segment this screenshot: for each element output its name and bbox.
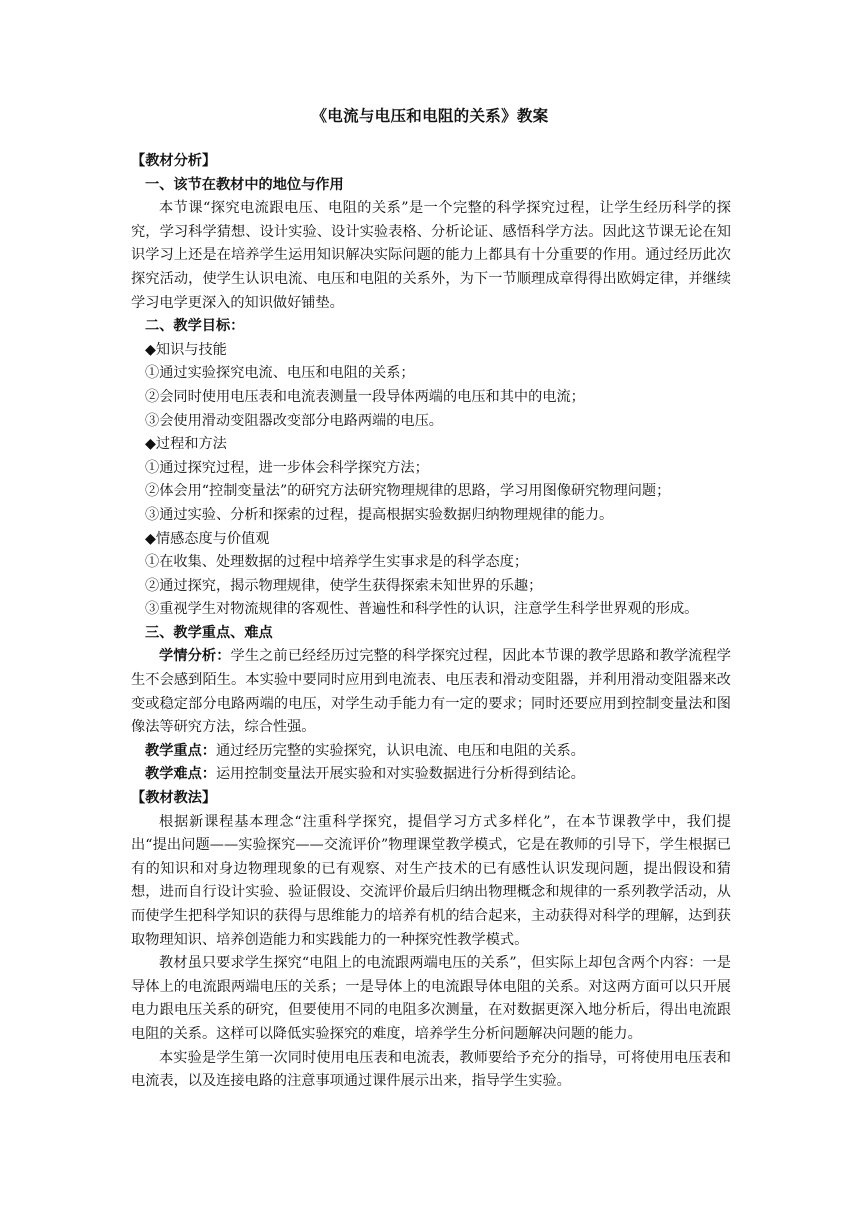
subheading-position-role: 一、该节在教材中的地位与作用 — [145, 176, 344, 193]
subheading-key-difficult: 三、教学重点、难点 — [145, 624, 273, 641]
goal-process-item: ②体会用“控制变量法”的研究方法研究物理规律的思路，学习用图像研究物理问题； — [145, 483, 671, 500]
difficulty-text: 运用控制变量法开展实验和对实验数据进行分析得到结论。 — [215, 766, 585, 783]
paragraph-method: 教材虽只要求学生探究“电阻上的电流跟两端电压的关系”，但实际上却包含两个内容：一是导体上的电流跟两端电压的关系；一是导体上的电流跟导体电阻的关系。对这两方面可以只开展电力跟电压关系的研究，但要使用不同的电阻多次测量，在对数据更深入地分析后，得出电流跟电阻的关系。这样可以降低实验探究的难度，培养学生分析问题解决问题的能力。 — [131, 955, 731, 1042]
goal-emotion-item: ③重视学生对物流规律的客观性、普遍性和科学性的认识，注意学生科学世界观的形成。 — [145, 601, 699, 618]
paragraph-key-point — [131, 740, 731, 764]
subheading-teaching-goals: 二、教学目标： — [145, 318, 245, 335]
situation-label: 学情分析： — [159, 648, 231, 665]
paragraph-position-role: 本节课“探究电流跟电压、电阻的关系”是一个完整的科学探究过程，让学生经历科学的探究，学习科学猜想、设计实验、设计实验表格、分析论证、感悟科学方法。因此这节课无论在知识学习上还是在培养学生运用知识解决实际问题的能力上都具有十分重要的作用。通过经历此次探究活动，使学生认识电流、电压和电阻的关系外，为下一节顺理成章得得出欧姆定律，并继续学习电学更深入的知识做好铺垫。 — [131, 200, 731, 311]
goal-knowledge-item: ①通过实验探究电流、电压和电阻的关系； — [145, 365, 415, 382]
section-heading-method: 【教材教法】 — [131, 790, 217, 807]
goal-knowledge-item: ②会同时使用电压表和电流表测量一段导体两端的电压和其中的电流； — [145, 388, 585, 405]
paragraph-difficulty — [131, 763, 731, 787]
goal-knowledge-item: ③会使用滑动变阻器改变部分电路两端的电压。 — [145, 412, 443, 429]
goal-process-heading: ◆过程和方法 — [145, 436, 227, 453]
key-point-label: 教学重点： — [145, 742, 216, 759]
key-point-text: 通过经历完整的实验探究，认识电流、电压和电阻的关系。 — [215, 742, 585, 759]
goal-emotion-item: ②通过探究，揭示物理规律，使学生获得探索未知世界的乐趣； — [145, 577, 543, 594]
document-body — [131, 150, 731, 1094]
difficulty-label: 教学难点： — [145, 766, 216, 783]
goal-knowledge-heading: ◆知识与技能 — [145, 341, 227, 358]
situation-text: 学生之前已经经历过完整的科学探究过程，因此本节课的教学思路和教学流程学生不会感到陌生。本实验中要同时应用到电流表、电压表和滑动变阻器，并利用滑动变阻器来改变或稳定部分电路两端的电压，对学生动手能力有一定的要求；同时还要应用到控制变量法和图像法等研究方法，综合性强。 — [131, 648, 731, 736]
goal-process-item: ①通过探究过程，进一步体会科学探究方法； — [145, 459, 429, 476]
paragraph-method: 根据新课程基本理念“注重科学探究，提倡学习方式多样化”，在本节课教学中，我们提出“提出问题——实验探究——交流评价”物理课堂教学模式，它是在教师的引导下，学生根据已有的知识和对身边物理现象的已有观察、对生产技术的已有感性认识发现问题，提出假设和猜想，进而自行设计实验、验证假设、交流评价最后归纳出物理概念和规律的一系列教学活动，从而使学生把科学知识的获得与思维能力的培养有机的结合起来，主动获得对科学的理解，达到获取物理知识、培养创造能力和实践能力的一种探究性教学模式。 — [131, 813, 731, 948]
paragraph-situation — [131, 645, 731, 739]
paragraph-method: 本实验是学生第一次同时使用电压表和电流表，教师要给予充分的指导，可将使用电压表和电流表，以及连接电路的注意事项通过课件展示出来，指导学生实验。 — [131, 1049, 731, 1090]
section-heading-analysis: 【教材分析】 — [131, 153, 217, 169]
goal-emotion-heading: ◆情感态度与价值观 — [145, 530, 270, 547]
goal-process-item: ③通过实验、分析和探索的过程，提高根据实验数据归纳物理规律的能力。 — [145, 506, 614, 523]
document-title: 《电流与电压和电阻的关系》教案 — [311, 106, 549, 125]
goal-emotion-item: ①在收集、处理数据的过程中培养学生实事求是的科学态度； — [145, 554, 529, 571]
